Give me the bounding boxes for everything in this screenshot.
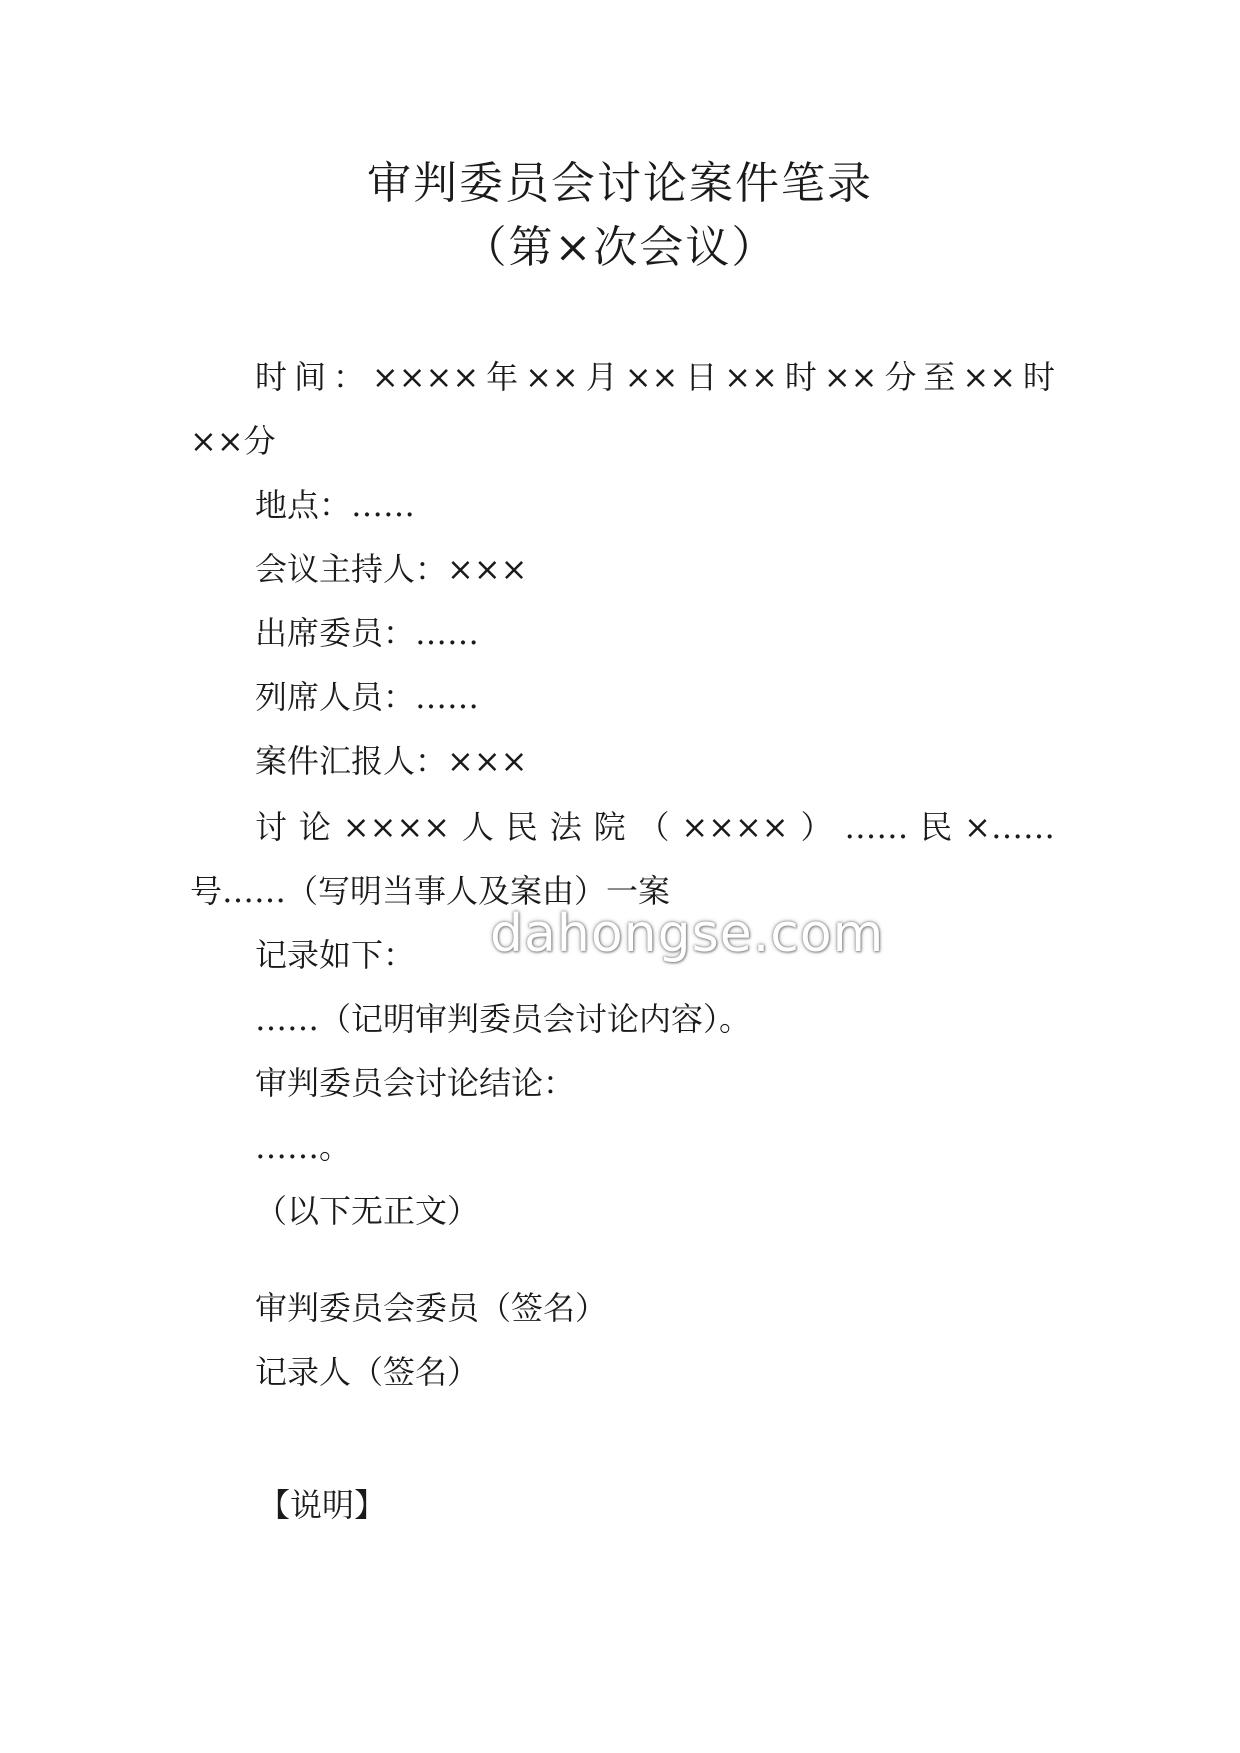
end-note-line: （以下无正文） xyxy=(255,1192,480,1230)
member-signature-line: 审判委员会委员（签名） xyxy=(255,1289,608,1327)
document-title: 审判委员会讨论案件笔录 xyxy=(367,158,873,209)
time-line-1: 时间：××××年××月××日××时××分至××时 xyxy=(255,358,1055,396)
time-line-2: ××分 xyxy=(190,422,276,460)
document-subtitle: （第×次会议） xyxy=(462,222,778,273)
discussion-line-1: 讨论××××人民法院（××××）……民×…… xyxy=(255,808,1055,846)
explanation-heading: 【说明】 xyxy=(258,1486,387,1524)
conclusion-content-line: ……。 xyxy=(255,1128,352,1166)
record-intro-line: 记录如下： xyxy=(255,936,416,974)
watermark-text: dahongse.com xyxy=(490,904,885,964)
record-content-line: ……（记明审判委员会讨论内容）。 xyxy=(255,1000,752,1038)
case-reporter-line: 案件汇报人：××× xyxy=(255,742,528,780)
conclusion-label-line: 审判委员会讨论结论： xyxy=(255,1064,576,1102)
discussion-line-2: 号……（写明当事人及案由）一案 xyxy=(190,872,671,910)
observers-line: 列席人员：…… xyxy=(255,678,480,716)
recorder-signature-line: 记录人（签名） xyxy=(255,1353,480,1391)
attending-members-line: 出席委员：…… xyxy=(255,614,480,652)
location-line: 地点：…… xyxy=(255,486,416,524)
host-line: 会议主持人：××× xyxy=(255,550,528,588)
